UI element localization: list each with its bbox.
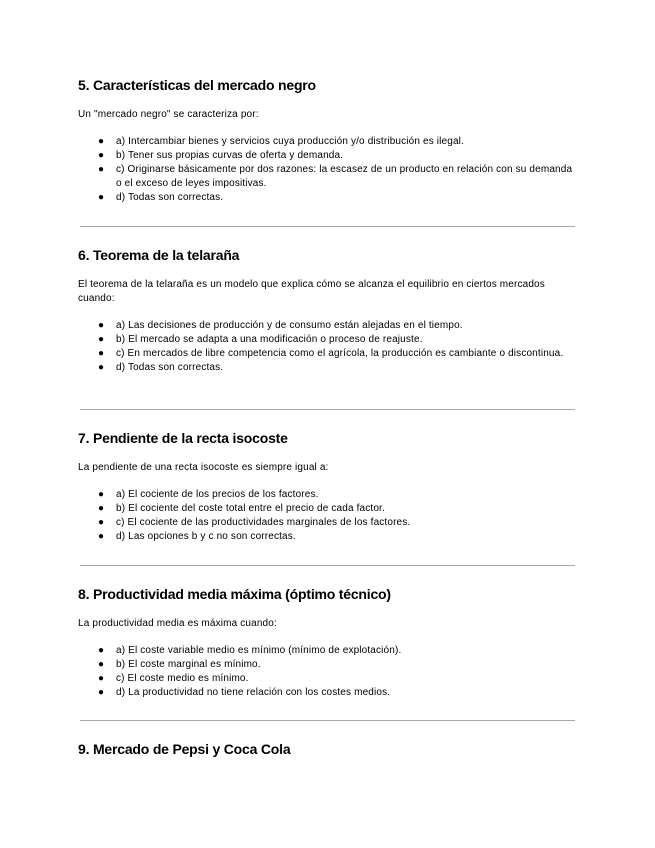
option-text: b) El cociente del coste total entre el precio de cada factor. — [116, 503, 385, 514]
section-9 — [78, 740, 578, 758]
bullet-icon: ● — [98, 362, 105, 373]
section-intro: La pendiente de una recta isocoste es siempre igual a: — [78, 462, 329, 473]
options-list — [78, 135, 578, 205]
bullet-icon: ● — [98, 334, 105, 345]
option-text: c) El coste medio es mínimo. — [116, 673, 249, 684]
bullet-icon: ● — [98, 503, 105, 514]
option-text: b) Tener sus propias curvas de oferta y demanda. — [116, 150, 344, 161]
section-divider — [80, 565, 575, 566]
section-title: 7. Pendiente de la recta isocoste — [78, 430, 288, 446]
section-7 — [78, 429, 578, 544]
section-title: 6. Teorema de la telaraña — [78, 247, 240, 263]
bullet-icon: ● — [98, 659, 105, 670]
list-item — [78, 361, 578, 375]
section-divider — [80, 409, 575, 410]
bullet-icon: ● — [98, 150, 105, 161]
section-6 — [78, 246, 578, 375]
option-text: d) La productividad no tiene relación con los costes medios. — [116, 687, 391, 698]
bullet-icon: ● — [98, 192, 105, 203]
option-text: c) En mercados de libre competencia como el agrícola, la producción es cambiante o discontinua. — [116, 348, 564, 359]
section-intro: El teorema de la telaraña es un modelo que explica cómo se alcanza el equilibrio en ciertos mercados cuando: — [78, 279, 545, 304]
list-item — [78, 658, 578, 672]
list-item — [78, 488, 578, 502]
section-5 — [78, 76, 578, 205]
option-text: a) El coste variable medio es mínimo (mínimo de explotación). — [116, 645, 402, 656]
list-item — [78, 191, 578, 205]
option-text: d) Todas son correctas. — [116, 362, 224, 373]
bullet-icon: ● — [98, 348, 105, 359]
list-item — [78, 672, 578, 686]
section-intro: La productividad media es máxima cuando: — [78, 618, 277, 629]
section-title: 5. Características del mercado negro — [78, 77, 316, 93]
bullet-icon: ● — [98, 645, 105, 656]
options-list — [78, 488, 578, 544]
bullet-icon: ● — [98, 517, 105, 528]
option-text: c) Originarse básicamente por dos razones: la escasez de un producto en relación con su demanda o el exceso de leyes impositivas. — [116, 164, 573, 189]
list-item — [78, 644, 578, 658]
option-text: a) Intercambiar bienes y servicios cuya producción y/o distribución es ilegal. — [116, 136, 464, 147]
section-8 — [78, 585, 578, 700]
bullet-icon: ● — [98, 320, 105, 331]
section-intro: Un "mercado negro" se caracteriza por: — [78, 109, 259, 120]
option-text: b) El mercado se adapta a una modificación o proceso de reajuste. — [116, 334, 423, 345]
list-item — [78, 516, 578, 530]
option-text: a) Las decisiones de producción y de consumo están alejadas en el tiempo. — [116, 320, 463, 331]
list-item — [78, 135, 578, 149]
section-title: 8. Productividad media máxima (óptimo técnico) — [78, 586, 391, 602]
options-list — [78, 319, 578, 375]
list-item — [78, 333, 578, 347]
option-text: d) Todas son correctas. — [116, 192, 224, 203]
option-text: d) Las opciones b y c no son correctas. — [116, 531, 296, 542]
bullet-icon: ● — [98, 136, 105, 147]
option-text: b) El coste marginal es mínimo. — [116, 659, 261, 670]
list-item — [78, 347, 578, 361]
bullet-icon: ● — [98, 489, 105, 500]
bullet-icon: ● — [98, 531, 105, 542]
section-title: 9. Mercado de Pepsi y Coca Cola — [78, 741, 291, 757]
options-list — [78, 644, 578, 700]
section-divider — [80, 226, 575, 227]
bullet-icon: ● — [98, 687, 105, 698]
list-item — [78, 530, 578, 544]
list-item — [78, 149, 578, 163]
list-item — [78, 502, 578, 516]
option-text: a) El cociente de los precios de los factores. — [116, 489, 319, 500]
list-item — [78, 163, 578, 191]
option-text: c) El cociente de las productividades marginales de los factores. — [116, 517, 411, 528]
bullet-icon: ● — [98, 673, 105, 684]
list-item — [78, 319, 578, 333]
bullet-icon: ● — [98, 164, 105, 175]
section-divider — [80, 720, 575, 721]
list-item — [78, 686, 578, 700]
